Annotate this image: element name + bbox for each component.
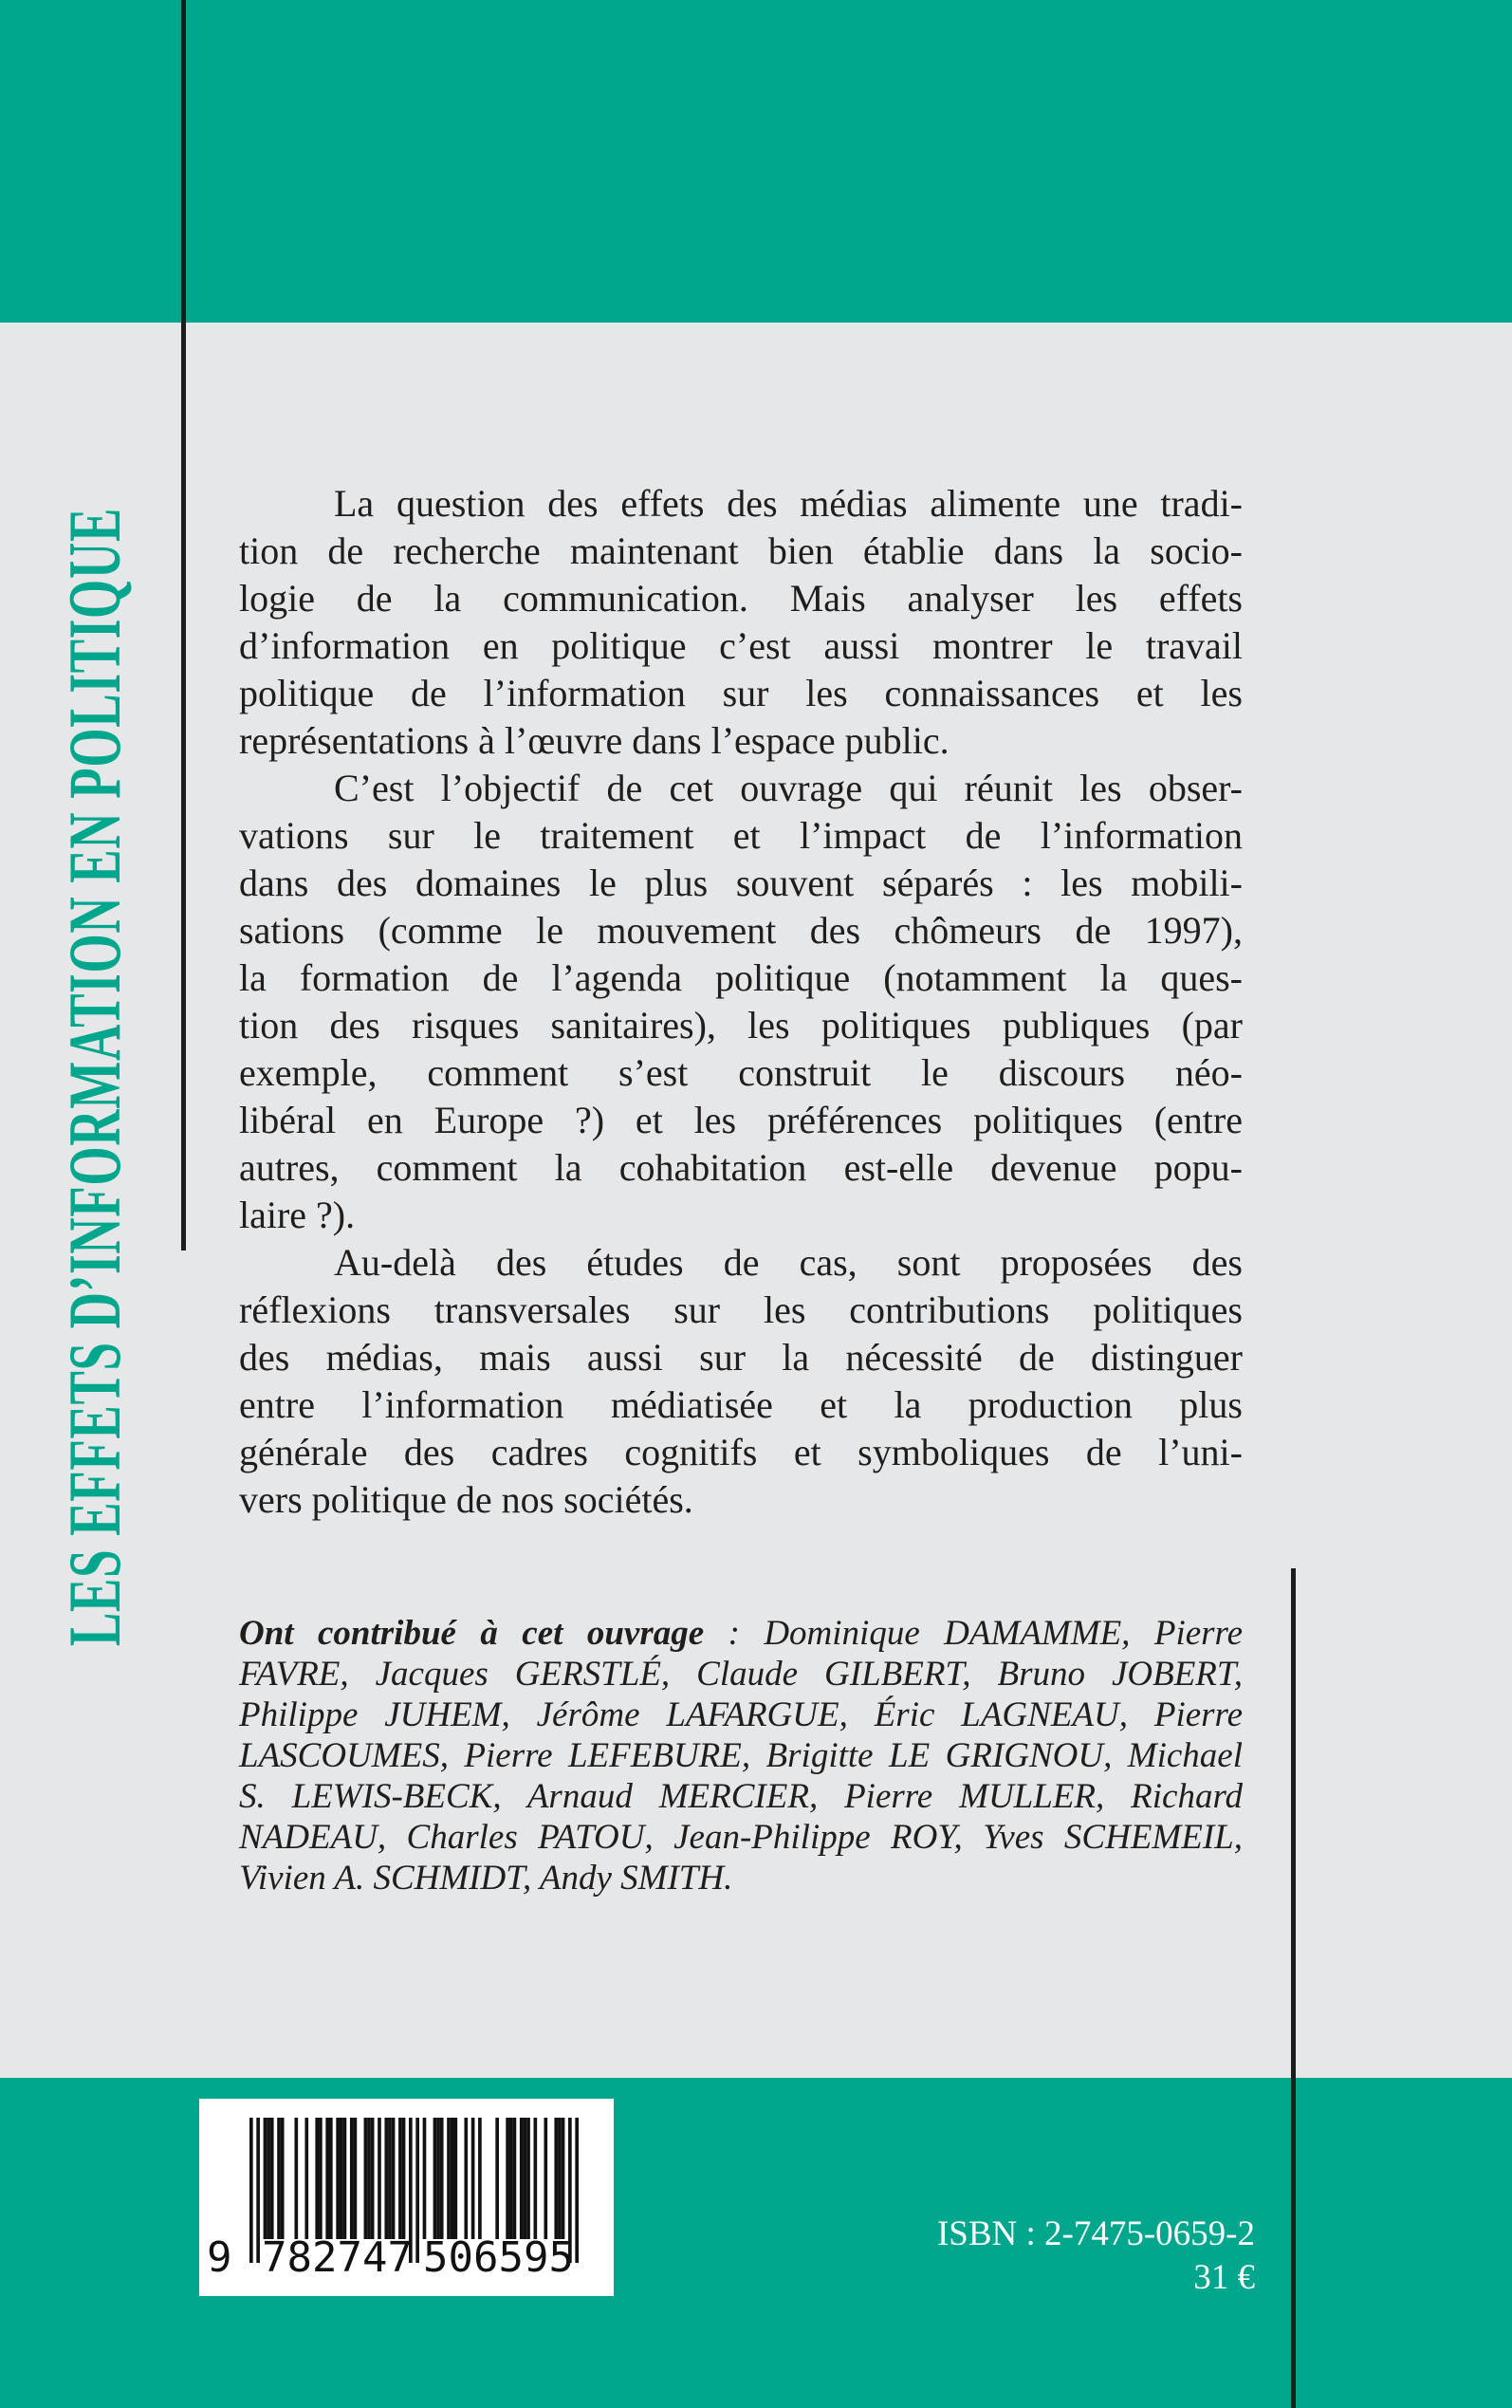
text-line: Au-delà des études de cas, sont proposées des: [334, 1241, 1243, 1284]
text-line: tion des risques sanitaires), les politiques publiques (par: [239, 1004, 1243, 1047]
text-line: d’information en politique c’est aussi montrer le travail: [239, 624, 1243, 667]
contributors-line: LASCOUMES, Pierre LEFEBURE, Brigitte LE GRIGNOU, Michael: [239, 1736, 1243, 1775]
text-line: représentations à l’œuvre dans l’espace public.: [239, 719, 950, 762]
text-line: réflexions transversales sur les contributions politiques: [239, 1288, 1243, 1331]
text-line: La question des effets des médias alimente une tradi-: [334, 482, 1243, 525]
right-vertical-rule: [1291, 1568, 1296, 2408]
text-line: politique de l’information sur les connaissances et les: [239, 672, 1243, 714]
contributors-line: : Dominique DAMAMME, Pierre: [704, 1614, 1243, 1653]
paragraph: [239, 765, 1243, 1239]
contributors-line: FAVRE, Jacques GERSTLÉ, Claude GILBERT, Bruno JOBERT,: [239, 1655, 1243, 1694]
text-line: dans des domaines le plus souvent séparés : les mobili-: [239, 861, 1243, 904]
price-text: 31 €: [1193, 2258, 1255, 2297]
paragraph: [239, 480, 1243, 765]
text-line: sations (comme le mouvement des chômeurs de 1997),: [239, 909, 1243, 952]
text-line: la formation de l’agenda politique (notamment la ques-: [239, 956, 1243, 999]
barcode: [199, 2099, 614, 2296]
text-line: générale des cadres cognitifs et symboliques de l’uni-: [239, 1431, 1243, 1473]
contributors-line: Philippe JUHEM, Jérôme LAFARGUE, Éric LAGNEAU, Pierre: [239, 1695, 1243, 1734]
paragraph: [239, 1239, 1243, 1524]
text-line: autres, comment la cohabitation est-elle devenue popu-: [239, 1146, 1243, 1189]
barcode-right-group: 506595: [423, 2233, 574, 2282]
barcode-first-digit: 9: [207, 2233, 232, 2282]
contributors-section: [239, 1613, 1243, 1899]
text-line: vations sur le traitement et l’impact de l’information: [239, 814, 1243, 857]
text-line: des médias, mais aussi sur la nécessité de distinguer: [239, 1336, 1243, 1379]
text-line: vers politique de nos sociétés.: [239, 1478, 693, 1521]
text-line: logie de la communication. Mais analyser les effets: [239, 577, 1243, 620]
contributors-first-line: [239, 1613, 1243, 1654]
left-vertical-rule: [181, 0, 186, 1250]
text-line: libéral en Europe ?) et les préférences politiques (entre: [239, 1099, 1243, 1141]
text-line: exemple, comment s’est construit le discours néo-: [239, 1051, 1243, 1094]
contributors-heading: Ont contribué à cet ouvrage: [239, 1614, 705, 1653]
isbn-price-block: [781, 2213, 1255, 2300]
spine-title: LES EFFETS D’INFORMATION EN POLITIQUE: [53, 507, 136, 1647]
text-line: laire ?).: [239, 1194, 356, 1236]
top-teal-band: [0, 0, 1512, 323]
text-line: tion de recherche maintenant bien établie dans la socio-: [239, 529, 1243, 572]
text-line: entre l’information médiatisée et la production plus: [239, 1383, 1243, 1426]
isbn-text: ISBN : 2-7475-0659-2: [936, 2214, 1255, 2253]
barcode-left-group: 782747: [262, 2233, 413, 2282]
text-line: C’est l’objectif de cet ouvrage qui réunit les obser-: [334, 767, 1243, 809]
back-cover-description: [239, 480, 1243, 1524]
contributors-line: Vivien A. SCHMIDT, Andy SMITH.: [239, 1859, 733, 1898]
contributors-line: S. LEWIS-BECK, Arnaud MERCIER, Pierre MULLER, Richard: [239, 1777, 1243, 1816]
contributors-line: NADEAU, Charles PATOU, Jean-Philippe ROY, Yves SCHEMEIL,: [239, 1818, 1243, 1857]
